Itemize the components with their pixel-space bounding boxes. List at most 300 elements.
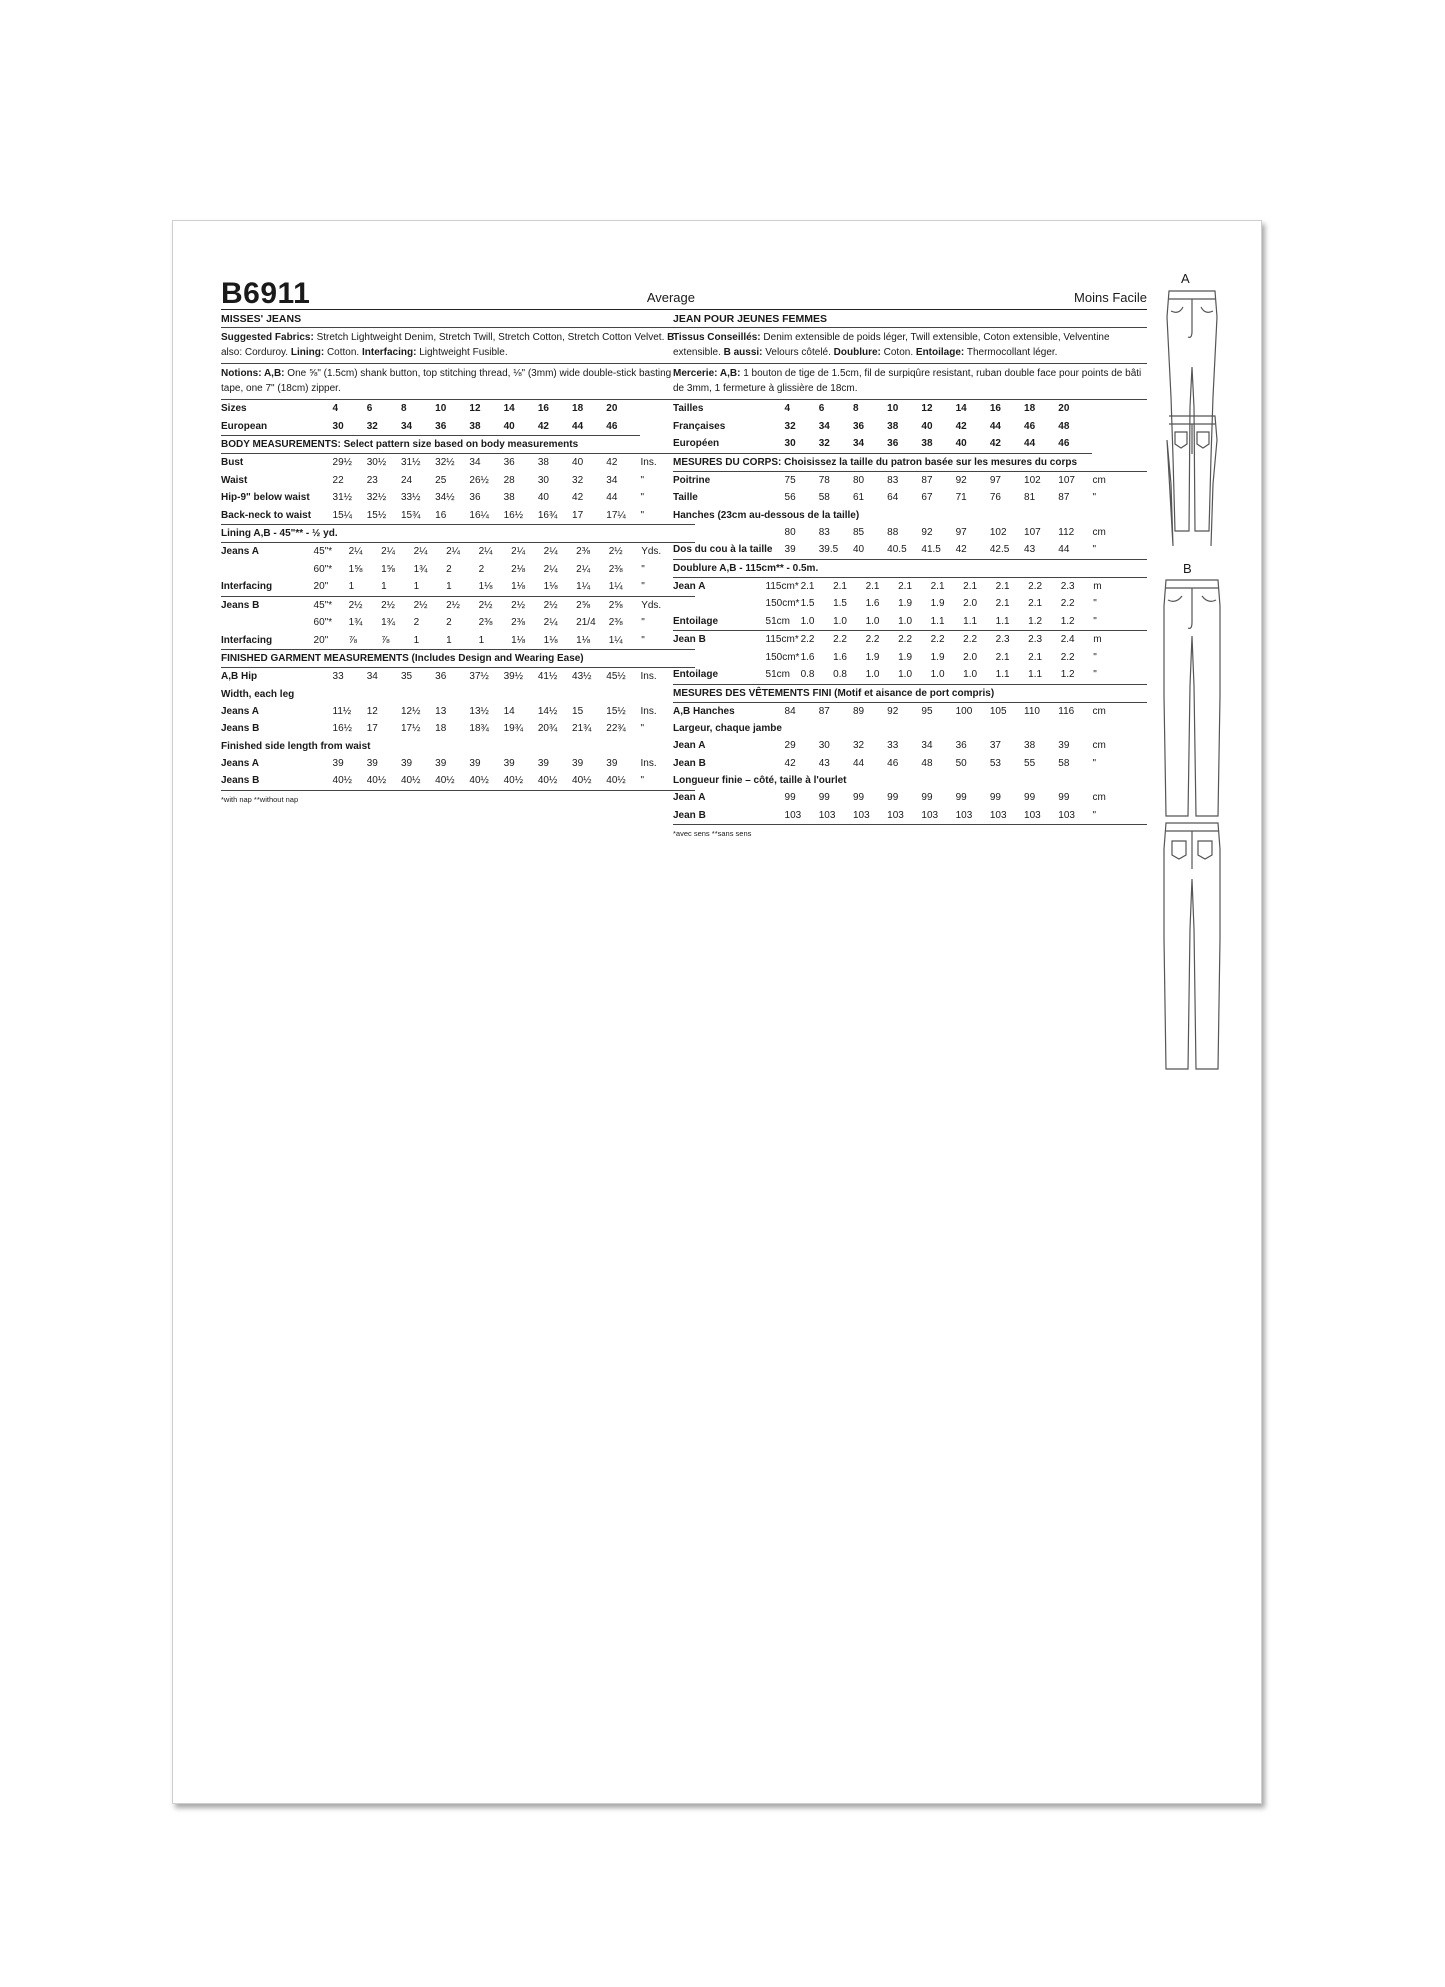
table-cell: 1⅛ (544, 578, 577, 596)
table-cell: 12½ (400, 705, 421, 717)
view-a-back-sketch (1161, 414, 1225, 549)
row-label: Jeans B (221, 723, 260, 735)
table-cell: 12 (921, 403, 933, 415)
table-cell: 110 (1024, 705, 1040, 717)
measure-table (673, 472, 1147, 507)
table-cell: 42 (572, 492, 584, 504)
table-cell: 30 (537, 474, 549, 486)
table-cell: 2.1 (1028, 598, 1043, 610)
pattern-title-fr: JEAN POUR JEUNES FEMMES (673, 310, 1147, 328)
row-label: Jean B (673, 807, 785, 825)
row-label: Tailles (673, 403, 704, 415)
table-cell: " (1093, 651, 1097, 663)
table-cell: 42 (956, 541, 990, 559)
table-cell: " (641, 632, 695, 650)
table-cell: " (1093, 666, 1147, 684)
table-cell: 43 (818, 757, 830, 769)
table-cell: 39 (537, 757, 549, 769)
table-cell: 2¼ (478, 546, 493, 558)
table-cell: 112 (1058, 526, 1075, 538)
table-cell: 32 (784, 420, 796, 432)
fabrics-text-fr: Denim extensible de poids léger, Twill extensible, Coton extensible, Velventine extensible. (673, 332, 1110, 358)
table-cell: 2.4 (1060, 634, 1075, 646)
table-row (221, 507, 695, 525)
table-cell: 2 (446, 563, 452, 575)
table-cell: 2.2 (865, 634, 880, 646)
table-cell: 20" (314, 632, 349, 650)
french-column (673, 279, 1147, 838)
table-cell: 2.2 (800, 634, 815, 646)
row-label: A,B Hip (221, 671, 258, 683)
table-row (221, 489, 695, 507)
table-cell: 1.0 (898, 666, 931, 684)
table-cell: 2.0 (963, 651, 978, 663)
table-cell: 34 (366, 671, 378, 683)
table-cell: 99 (955, 792, 967, 804)
table-cell: 39 (469, 757, 481, 769)
table-cell: 1.1 (1028, 666, 1061, 684)
size-table-fr (673, 400, 1147, 825)
table-cell: 30 (333, 418, 367, 436)
footnote-en: *with nap **without nap (221, 794, 299, 804)
table-cell: 15½ (606, 705, 626, 717)
table-cell: " (1092, 492, 1097, 504)
table-cell: 31½ (332, 492, 352, 504)
table-cell: 40.5 (887, 541, 921, 559)
table-cell: 2.2 (1060, 598, 1075, 610)
row-label: Sizes (221, 403, 247, 415)
table-cell: 39.5 (819, 541, 853, 559)
table-cell: 32 (572, 474, 584, 486)
table-cell: 34 (469, 457, 481, 469)
header-fr (673, 279, 1147, 310)
table-cell: 83 (818, 526, 830, 538)
table-cell: 48 (1058, 420, 1070, 432)
table-row (221, 596, 695, 614)
table-cell: 99 (1058, 792, 1070, 804)
table-cell: 1⅝ (348, 563, 363, 575)
view-b-front-sketch (1158, 576, 1228, 826)
table-cell: 39 (572, 757, 584, 769)
table-cell: 0.8 (801, 666, 834, 684)
measure-table (221, 703, 695, 738)
table-cell: 84 (784, 705, 796, 717)
row-label (673, 595, 766, 613)
table-cell: 1.0 (866, 666, 899, 684)
table-cell: 42 (606, 457, 618, 469)
table-cell: 1⅛ (511, 578, 544, 596)
table-cell: 45½ (606, 671, 626, 683)
unused (1161, 381, 1225, 383)
table-cell: Ins. (640, 705, 657, 717)
notions-text-fr: 1 bouton de tige de 1.5cm, fil de surpiqûre resistant, ruban double face pour points de bâti de 3mm, 1 fermeture à glissière de 18cm. (673, 368, 1142, 394)
b-also-label: B (667, 332, 675, 343)
row-label (673, 524, 785, 542)
table-cell: 40 (504, 418, 538, 436)
table-cell: 1 (414, 632, 447, 650)
header-en (221, 279, 695, 310)
table-cell: 1¼ (576, 578, 609, 596)
table-cell: 2.1 (995, 598, 1010, 610)
table-cell: 16½ (504, 507, 538, 525)
table-cell: m (1093, 580, 1102, 592)
notions-label-fr: Mercerie: A,B: (673, 368, 741, 379)
measure-table (673, 789, 1147, 825)
table-cell: 2.3 (1060, 580, 1075, 592)
table-cell: 1.0 (833, 613, 866, 631)
table-cell: 17 (366, 723, 378, 735)
table-cell: 56 (784, 492, 796, 504)
row-label: European (221, 418, 333, 436)
table-cell: 8 (400, 403, 407, 415)
table-cell: 2⅜ (576, 546, 591, 558)
table-cell: 2.1 (930, 580, 945, 592)
table-cell: 39 (435, 757, 447, 769)
table-cell: 1 (446, 632, 479, 650)
lining-label-fr: Doublure: (833, 347, 881, 358)
row-label: Jean A (673, 792, 706, 804)
table-cell: 2.1 (963, 580, 978, 592)
table-cell: 2½ (478, 599, 493, 611)
table-cell: 87 (921, 474, 933, 486)
row-label: Françaises (673, 420, 726, 432)
measure-table (673, 578, 1147, 685)
table-cell: 30½ (366, 457, 387, 469)
table-row (221, 400, 695, 418)
table-cell: 97 (955, 526, 967, 538)
table-cell: 2⅜ (608, 617, 623, 629)
english-column (221, 279, 695, 804)
table-cell: 76 (989, 492, 1001, 504)
table-cell: 36 (503, 457, 515, 469)
table-cell: 103 (956, 807, 990, 825)
measure-table (673, 737, 1147, 772)
table-row (673, 489, 1147, 507)
table-cell: 8 (852, 403, 859, 415)
table-cell: 1¾ (381, 617, 395, 629)
table-row (221, 418, 695, 436)
table-cell: 150cm* (765, 598, 800, 610)
row-label: Jean B (673, 634, 706, 646)
table-cell: 40½ (401, 772, 435, 790)
table-cell: 60"* (313, 617, 333, 629)
table-cell: 1.1 (963, 613, 996, 631)
finished-measurements-title: FINISHED GARMENT MEASUREMENTS (Includes Design and Wearing Ease) (221, 650, 695, 668)
table-cell: " (640, 507, 695, 525)
table-cell: 51cm (766, 666, 801, 684)
table-cell: 15 (572, 705, 584, 717)
table-cell: 99 (921, 792, 933, 804)
table-cell: 2½ (413, 599, 428, 611)
row-label: Waist (221, 474, 248, 486)
table-cell: 0.8 (833, 666, 866, 684)
table-cell: 1.6 (833, 651, 847, 663)
table-cell: 41½ (537, 671, 558, 683)
pattern-envelope-back (172, 220, 1262, 1804)
table-cell: 26½ (469, 474, 489, 486)
table-cell: 102 (989, 526, 1007, 538)
table-row (673, 418, 1147, 436)
table-cell: m (1093, 634, 1102, 646)
table-cell: 43 (1024, 541, 1058, 559)
notions-fr (673, 364, 1147, 400)
table-cell: 17 (572, 507, 606, 525)
table-cell: 38 (921, 435, 955, 453)
table-cell: 18 (1024, 403, 1036, 415)
table-cell: 1.1 (996, 613, 1029, 631)
table-cell: 40½ (435, 772, 469, 790)
table-cell: 20" (314, 578, 349, 596)
table-cell: 2.1 (1028, 651, 1043, 663)
length-title-fr: Longueur finie – côté, taille à l'ourlet (673, 775, 847, 786)
table-cell: 40 (853, 541, 887, 559)
table-cell: 45"* (313, 599, 333, 611)
row-label: Jeans A (221, 705, 259, 717)
difficulty-level-fr: Moins Facile (1074, 290, 1147, 305)
table-cell: 1.9 (930, 598, 945, 610)
table-row (673, 578, 1147, 596)
measure-table (673, 703, 1147, 721)
table-cell: 80 (852, 474, 865, 486)
table-cell: 23 (366, 474, 378, 486)
lining-title-fr: Doublure A,B - 115cm** - 0.5m. (673, 560, 1147, 578)
table-cell: 42 (955, 420, 967, 432)
row-label: Back-neck to waist (221, 507, 333, 525)
table-cell: 103 (785, 807, 819, 825)
table-cell: 2¼ (543, 546, 558, 558)
table-cell: 2.2 (833, 634, 847, 646)
interfacing-text-fr: Thermocollant léger. (964, 347, 1058, 358)
hanches-title: Hanches (23cm au-dessous de la taille) (673, 509, 860, 521)
table-cell: 1⅛ (511, 632, 544, 650)
table-cell: 4 (784, 403, 791, 415)
table-cell: 14½ (537, 705, 558, 717)
table-cell: 42 (990, 435, 1024, 453)
table-cell: 2¼ (543, 563, 558, 575)
difficulty-level: Average (646, 290, 695, 305)
table-cell: 20 (1058, 403, 1070, 415)
table-row (673, 755, 1147, 773)
table-cell: 99 (887, 792, 899, 804)
table-cell: 2.3 (1028, 634, 1043, 646)
b-also-label-fr: B aussi: (723, 347, 763, 358)
table-cell: 2½ (543, 599, 558, 611)
body-measurements-title-fr: MESURES DU CORPS: Choisissez la taille du patron basée sur les mesures du corps (673, 454, 1147, 472)
table-cell: 42.5 (990, 541, 1024, 559)
table-cell: " (1092, 807, 1147, 825)
footnote-fr: *avec sens **sans sens (673, 829, 752, 838)
table-cell: 2¼ (413, 546, 428, 558)
measure-table (221, 543, 695, 650)
table-cell: 32½ (366, 492, 387, 504)
table-cell: 34 (853, 435, 887, 453)
table-cell: 78 (818, 474, 830, 486)
pattern-title: MISSES' JEANS (221, 310, 695, 328)
table-cell: 1⅛ (544, 632, 577, 650)
table-cell: 15½ (367, 507, 401, 525)
table-cell: 37½ (469, 671, 489, 683)
table-cell: 2.1 (800, 580, 815, 592)
table-cell: 21¾ (572, 723, 592, 735)
table-cell: 64 (887, 492, 899, 504)
table-cell: 16¾ (538, 507, 572, 525)
table-cell: 37 (989, 740, 1001, 752)
suggested-fabrics (221, 328, 695, 364)
table-cell: 32 (852, 740, 865, 752)
table-cell: 21/4 (576, 617, 596, 629)
table-cell: 2½ (348, 599, 363, 611)
pattern-code: B6911 (221, 277, 311, 310)
table-cell: 2 (446, 617, 452, 629)
table-cell: 31½ (400, 457, 421, 469)
fabrics-label: Suggested Fabrics: (221, 332, 314, 343)
table-cell: 40½ (572, 772, 606, 790)
length-title: Finished side length from waist (221, 740, 371, 752)
finished-measurements-title-fr: MESURES DES VÊTEMENTS FINI (Motif et aisance de port compris) (673, 685, 1147, 703)
table-cell: 40 (537, 492, 549, 504)
table-cell: 2.2 (1028, 580, 1043, 592)
measure-table (221, 668, 695, 686)
table-cell: 33½ (400, 492, 421, 504)
table-cell: 48 (921, 757, 933, 769)
table-cell: 2½ (381, 599, 395, 611)
table-cell: 2.2 (1060, 651, 1075, 663)
table-cell: 39 (503, 757, 515, 769)
table-cell: 39½ (503, 671, 524, 683)
table-cell: 40 (572, 457, 584, 469)
table-cell: 1⅛ (576, 632, 609, 650)
table-cell: 85 (852, 526, 865, 538)
table-cell: 1.0 (801, 613, 834, 631)
table-row (673, 737, 1147, 755)
table-cell: 1.5 (800, 598, 815, 610)
table-cell: 99 (818, 792, 830, 804)
table-cell: 75 (784, 474, 796, 486)
table-cell: 36 (887, 435, 921, 453)
table-cell: 39 (332, 757, 344, 769)
row-label: Bust (221, 457, 244, 469)
table-cell: 39 (1058, 740, 1070, 752)
row-label: Européen (673, 435, 785, 453)
table-cell: 44 (1024, 435, 1058, 453)
table-cell: 16¼ (469, 507, 503, 525)
table-cell: 15¼ (333, 507, 367, 525)
table-cell: 34 (818, 420, 830, 432)
table-cell: 17¼ (606, 507, 640, 525)
table-cell: 38 (887, 420, 899, 432)
table-cell: 38 (503, 492, 515, 504)
row-label: Poitrine (673, 474, 711, 486)
row-label: Jean A (673, 740, 706, 752)
table-row (673, 631, 1147, 649)
table-cell: 2⅜ (511, 617, 526, 629)
table-cell: Ins. (640, 457, 657, 469)
table-cell: 1.2 (1061, 613, 1094, 631)
row-label: A,B Hanches (673, 705, 735, 717)
table-cell: 115cm* (765, 634, 799, 646)
lining-title: Lining A,B - 45"** - ½ yd. (221, 525, 695, 543)
table-cell: 103 (990, 807, 1024, 825)
table-cell: 87 (1058, 492, 1070, 504)
table-cell: 4 (332, 403, 339, 415)
table-cell: 53 (989, 757, 1001, 769)
lining-text-fr: Coton. (880, 347, 916, 358)
table-cell: 1¼ (609, 578, 642, 596)
table-row (221, 772, 695, 790)
table-cell: cm (1092, 526, 1106, 538)
fabrics-text: Stretch Lightweight Denim, Stretch Twill, Stretch Cotton, Stretch Cotton Velvet. (313, 332, 668, 343)
table-cell: 1.9 (898, 598, 913, 610)
table-cell: 41.5 (921, 541, 955, 559)
table-cell: 1 (349, 578, 382, 596)
table-cell: 1.6 (865, 598, 880, 610)
table-cell: 1.5 (833, 598, 847, 610)
table-cell: 1.9 (898, 651, 913, 663)
table-cell: 33 (887, 740, 899, 752)
table-cell: 1.0 (898, 613, 931, 631)
table-cell: Ins. (640, 757, 657, 769)
table-cell: 150cm* (765, 651, 800, 663)
lining-label: Lining: (290, 347, 325, 358)
table-cell: 18 (435, 723, 447, 735)
table-cell: 20 (606, 403, 618, 415)
size-table-en (221, 400, 695, 791)
table-row (221, 472, 695, 490)
row-label: Dos du cou à la taille (673, 541, 785, 559)
b-also-text-fr: Velours côtelé. (762, 347, 834, 358)
row-label: Jeans A (221, 546, 259, 558)
table-cell: 38 (1024, 740, 1036, 752)
width-title-fr: Largeur, chaque jambe (673, 723, 782, 734)
table-cell: 1.1 (996, 666, 1029, 684)
table-cell: 46 (887, 757, 899, 769)
table-cell: 40 (921, 420, 933, 432)
row-label (673, 649, 766, 667)
table-cell: 10 (435, 403, 447, 415)
table-cell: 1 (446, 578, 479, 596)
table-cell: 80 (784, 526, 796, 538)
table-cell: 39 (606, 757, 618, 769)
table-cell: 13½ (469, 705, 489, 717)
table-cell: 44 (572, 418, 606, 436)
table-cell: 103 (1024, 807, 1058, 825)
notions-text: One ⅝" (1.5cm) shank button, top stitching thread, ⅛" (3mm) wide double-stick basting tape, one 7" (18cm) zipper. (221, 368, 672, 394)
table-cell: cm (1092, 792, 1106, 804)
table-cell: " (1093, 613, 1147, 631)
body-measurements-title: BODY MEASUREMENTS: Select pattern size based on body measurements (221, 436, 695, 454)
table-cell: 2.2 (898, 634, 913, 646)
table-cell: 39 (366, 757, 378, 769)
table-cell: 36 (435, 418, 469, 436)
table-cell: " (641, 563, 645, 575)
table-cell: Yds. (641, 546, 662, 558)
table-row (673, 613, 1147, 631)
table-cell: ⅞ (381, 632, 414, 650)
row-label: Hip-9" below waist (221, 492, 310, 504)
table-cell: 36 (469, 492, 481, 504)
table-row (673, 703, 1147, 721)
table-cell: 1¾ (348, 617, 363, 629)
notions-label: Notions: A,B: (221, 368, 285, 379)
table-cell: 103 (819, 807, 853, 825)
row-label (221, 614, 314, 632)
table-cell: 17½ (400, 723, 421, 735)
table-cell: 40½ (367, 772, 401, 790)
row-label: Jeans B (221, 772, 333, 790)
table-cell: 39 (400, 757, 413, 769)
row-label: Jeans A (221, 757, 259, 769)
table-cell: 39 (785, 541, 819, 559)
